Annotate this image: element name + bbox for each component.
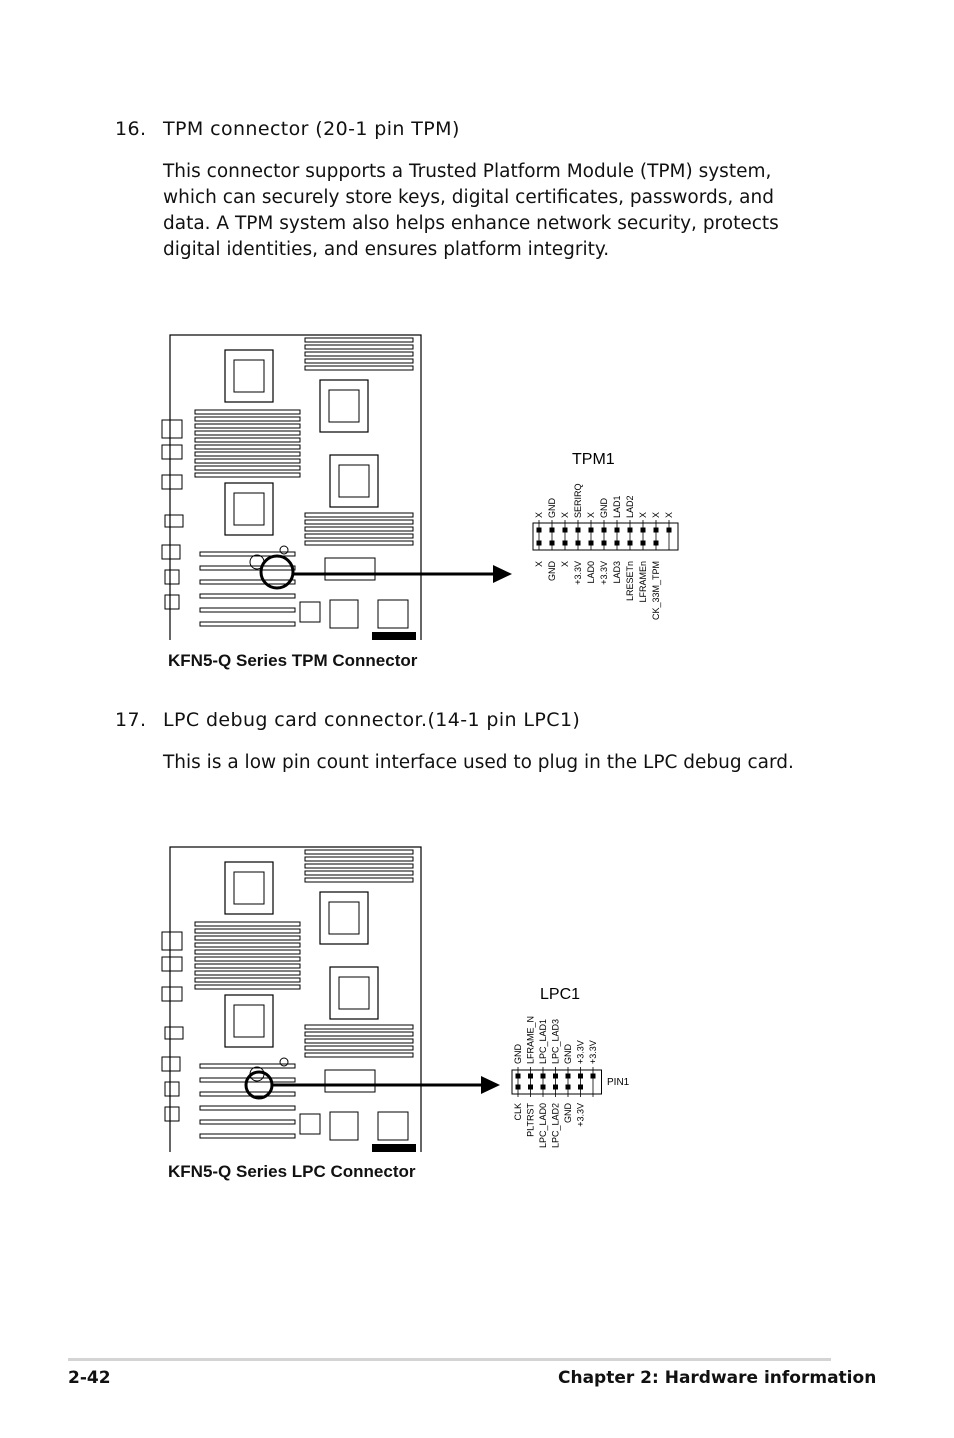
lpc-top-pin-label: GND (563, 1044, 573, 1064)
pin1-label: PIN1 (607, 1077, 630, 1088)
section-17-title: LPC debug card connector.(14-1 pin LPC1) (163, 709, 581, 731)
tpm-bottom-pin-label: GND (547, 561, 557, 581)
tpm-bottom-pin-label: LRESETn (625, 561, 635, 602)
bottom-connector (372, 1144, 416, 1152)
tpm1-label: TPM1 (572, 451, 615, 468)
section-16-heading (115, 118, 460, 140)
lpc1-label: LPC1 (540, 986, 581, 1003)
tpm-pin-bottom (654, 541, 659, 546)
lpc-pin-top (566, 1074, 571, 1079)
lpc-pin-bottom (528, 1085, 533, 1090)
tpm-top-pin-label: GND (599, 498, 609, 518)
lpc-bottom-pin-label: +3.3V (575, 1103, 586, 1127)
lpc-bottom-pin-label: CLK (513, 1103, 523, 1121)
lpc-bottom-pin-label: GND (563, 1103, 573, 1123)
tpm-pin-bottom (576, 541, 581, 546)
tpm1-pinout (520, 440, 700, 640)
tpm-bottom-pin-label: X (560, 561, 570, 568)
lpc-pin-top (578, 1074, 583, 1079)
section-16-title: TPM connector (20-1 pin TPM) (163, 118, 460, 140)
tpm-pin-top (550, 528, 555, 533)
section-17-number: 17. (115, 709, 147, 731)
section-16-body: This connector supports a Trusted Platform Module (TPM) system, which can securely store keys, digital certificates, passwords, and data. A TPM system also helps enhance network security, protects digital identities, and ensures platform integrity. (163, 161, 779, 260)
tpm-pin-top (654, 528, 659, 533)
tpm-pin-top (589, 528, 594, 533)
board-layout-2 (162, 847, 421, 1152)
lpc-pin-top (528, 1074, 533, 1079)
tpm-top-pin-label: GND (547, 498, 557, 518)
lpc-top-pin-label: GND (513, 1044, 523, 1064)
section-17-body: This is a low pin count interface used to plug in the LPC debug card. (163, 752, 794, 773)
tpm-pin-bottom (615, 541, 620, 546)
tpm-bottom-pin-label: X (534, 561, 544, 568)
tpm-pin-top (563, 528, 568, 533)
tpm-top-pin-label: LAD2 (625, 495, 635, 518)
tpm-pin-bottom (589, 541, 594, 546)
tpm-top-pin-label: X (664, 511, 674, 518)
lpc-bottom-pin-label: LPC_LAD2 (550, 1103, 561, 1149)
tpm-pin-top (537, 528, 542, 533)
tpm-bottom-pin-label: LFRAMEn (638, 561, 648, 603)
tpm-pin-top (615, 528, 620, 533)
lpc-top-pin-label: +3.3V (575, 1040, 586, 1064)
lpc-pin-bottom (578, 1085, 583, 1090)
lpc-top-pin-label: LFRAME_N (525, 1015, 536, 1064)
lpc-pin-bottom (516, 1085, 521, 1090)
tpm-pin-bottom (628, 541, 633, 546)
bottom-connector (372, 632, 416, 640)
lpc1-pinout (500, 975, 680, 1175)
lpc-pin-bottom (541, 1085, 546, 1090)
lpc-pin-bottom (553, 1085, 558, 1090)
lpc-top-pin-label: LPC_LAD3 (550, 1018, 561, 1064)
tpm-pin-top (641, 528, 646, 533)
tpm-pin-top (602, 528, 607, 533)
tpm-pin-bottom (550, 541, 555, 546)
tpm-top-pin-label: LAD1 (612, 495, 622, 518)
tpm-bottom-pin-label: LAD0 (586, 561, 596, 584)
pointer-arrow-head (481, 1076, 500, 1094)
tpm-top-pin-label: SERIRQ (573, 483, 583, 518)
tpm-pin-top (576, 528, 581, 533)
tpm-top-pin-label: X (651, 511, 661, 518)
lpc-top-pin-label: +3.3V (588, 1040, 598, 1064)
tpm-bottom-pin-label: +3.3V (573, 561, 583, 585)
lpc-pin-top (591, 1074, 596, 1079)
lpc-bottom-pin-label: PLTRST (525, 1103, 536, 1137)
pointer-arrow-head (493, 565, 512, 583)
lpc-bottom-pin-label: LPC_LAD0 (538, 1103, 548, 1149)
tpm-top-pin-label: X (534, 511, 544, 518)
lpc-pin-top (553, 1074, 558, 1079)
tpm-pin-bottom (537, 541, 542, 546)
lpc-pin-top (541, 1074, 546, 1079)
tpm-pin-bottom (563, 541, 568, 546)
tpm-bottom-pin-label: +3.3V (599, 561, 609, 585)
section-16-number: 16. (115, 118, 147, 140)
lpc-pin-bottom (566, 1085, 571, 1090)
page-number: 2-42 (68, 1368, 111, 1388)
tpm-top-pin-label: X (560, 511, 570, 518)
chapter-title: Chapter 2: Hardware information (558, 1368, 877, 1388)
tpm-pin-top (628, 528, 633, 533)
section-17-heading (115, 709, 580, 731)
tpm-pin-bottom (641, 541, 646, 546)
tpm-caption: KFN5-Q Series TPM Connector (168, 651, 418, 670)
lpc-caption: KFN5-Q Series LPC Connector (168, 1162, 416, 1181)
tpm-pin-top (667, 528, 672, 533)
tpm-pin-bottom (602, 541, 607, 546)
tpm-top-pin-label: X (638, 511, 648, 518)
tpm-top-pin-label: X (586, 511, 596, 518)
lpc-pin-top (516, 1074, 521, 1079)
tpm-bottom-pin-label: LAD3 (612, 561, 622, 584)
board-layout-1 (162, 335, 421, 640)
lpc-top-pin-label: LPC_LAD1 (538, 1018, 548, 1064)
footer-rule (68, 1358, 831, 1361)
tpm-bottom-pin-label: CK_33M_TPM (651, 561, 661, 621)
